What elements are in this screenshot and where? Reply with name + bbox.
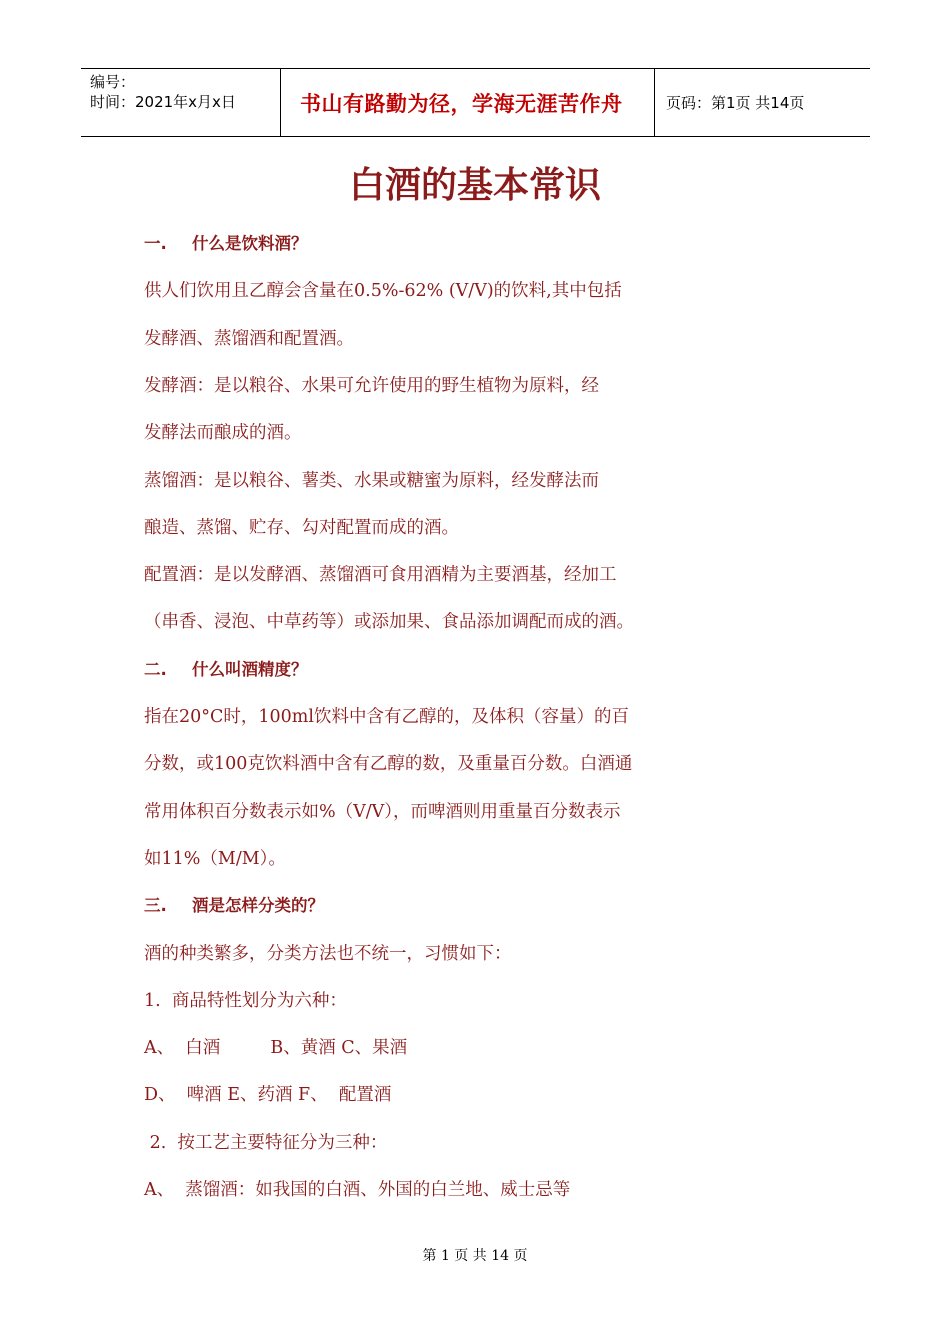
section-number: 三. — [144, 896, 167, 916]
page-footer: 第 1 页 共 14 页 — [422, 1248, 528, 1264]
body-text-line: 指在20°C时，100ml饮料中含有乙醇的，及体积（容量）的百 — [144, 707, 629, 727]
time-label: 时间：2021年x月x日 — [90, 93, 236, 111]
body-text-line: 发酵酒、蒸馏酒和配置酒。 — [144, 328, 354, 349]
body-text-line: A、 蒸馏酒：如我国的白酒、外国的白兰地、威士忌等 — [144, 1180, 571, 1200]
page-header — [81, 68, 870, 137]
section-number: 二. — [144, 659, 167, 679]
body-text-line: 酿造、蒸馏、贮存、勾对配置而成的酒。 — [144, 517, 459, 538]
section-heading — [144, 232, 308, 256]
body-text-line: 发酵法而酿成的酒。 — [144, 423, 302, 444]
body-text-line: A、 白酒 B、黄酒 C、果酒 — [144, 1038, 408, 1059]
section-heading-text: 什么叫酒精度？ — [192, 659, 308, 679]
document-title: 白酒的基本常识 — [348, 165, 601, 206]
body-text-line: 蒸馏酒：是以粮谷、薯类、水果或糖蜜为原料，经发酵法而 — [144, 470, 599, 491]
body-text-line: 常用体积百分数表示如%（V/V），而啤酒则用重量百分数表示 — [144, 801, 621, 822]
body-text-line: 配置酒：是以发酵酒、蒸馏酒可食用酒精为主要酒基，经加工 — [144, 565, 617, 586]
section-heading-text: 什么是饮料酒？ — [192, 234, 308, 253]
body-text-line: （串香、浸泡、中草药等）或添加果、食品添加调配而成的酒。 — [144, 612, 634, 633]
header-meta — [81, 69, 281, 136]
body-text-line: 如11%（M/M）。 — [144, 848, 286, 869]
section-number: 一. — [144, 234, 167, 253]
body-text-line: D、 啤酒 E、药酒 F、 配置酒 — [144, 1085, 392, 1106]
header-motto: 书山有路勤为径，学海无涯苦作舟 — [281, 69, 655, 136]
number-label: 编号： — [90, 73, 136, 91]
section-heading-text: 酒是怎样分类的？ — [192, 896, 324, 916]
body-text-line: 发酵酒：是以粮谷、水果可允许使用的野生植物为原料，经 — [144, 375, 599, 396]
body-text-line: 2. 按工艺主要特征分为三种： — [144, 1132, 388, 1153]
body-text-line: 1. 商品特性划分为六种： — [144, 990, 347, 1011]
section-heading — [144, 894, 324, 918]
header-page-info: 页码：第1页 共14页 — [666, 94, 805, 112]
section-heading — [144, 658, 308, 682]
body-text-line: 供人们饮用且乙醇会含量在0.5%-62% (V/V)的饮料,其中包括 — [144, 281, 622, 302]
body-text-line: 酒的种类繁多，分类方法也不统一，习惯如下： — [144, 943, 512, 964]
body-text-line: 分数，或100克饮料酒中含有乙醇的数，及重量百分数。白酒通 — [144, 754, 633, 775]
